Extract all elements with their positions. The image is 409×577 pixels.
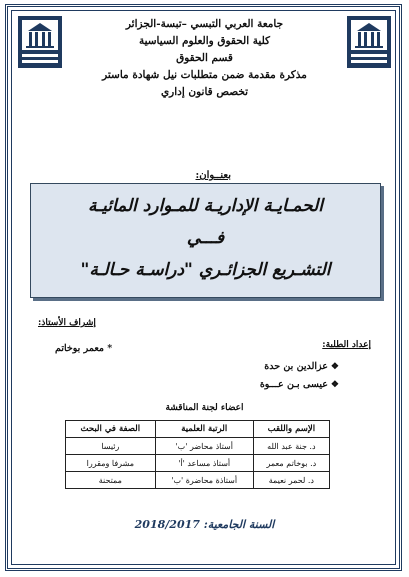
faculty-name: كلية الحقوق والعلوم السياسية bbox=[138, 35, 271, 47]
committee-table bbox=[65, 420, 330, 489]
cell-role: ممتحنة bbox=[66, 472, 156, 489]
header-rank: الرتبة العلمية bbox=[155, 421, 253, 438]
university-name: جامعة العربي التبسي –تبسة-الجزائر bbox=[125, 18, 284, 30]
academic-year: السنة الجامعية: 2018/2017 bbox=[134, 518, 275, 531]
cell-name: د. بوخاتم معمر bbox=[253, 455, 329, 472]
student-1-name: عزالدين بن حدة bbox=[264, 361, 328, 372]
student-1 bbox=[264, 361, 339, 372]
table-row bbox=[66, 455, 330, 472]
cell-role: مشرفا ومقررا bbox=[66, 455, 156, 472]
title-line-1: الحمـايـة الإداريـة للمـوارد المائيـة bbox=[88, 196, 323, 216]
cell-role: رئيسا bbox=[66, 438, 156, 455]
student-2 bbox=[260, 379, 339, 390]
supervisor-label: إشراف الأستاذ: bbox=[38, 318, 96, 328]
cell-rank: أستاذة محاضرة 'ب' bbox=[155, 472, 253, 489]
cell-name: د. لحمر نعيمة bbox=[253, 472, 329, 489]
university-logo-left bbox=[16, 14, 64, 70]
student-2-name: عيسى بـن عـــوة bbox=[259, 379, 328, 390]
diamond-bullet-icon: ❖ bbox=[330, 380, 339, 390]
specialty: تخصص قانون إداري bbox=[160, 86, 249, 98]
diamond-bullet-icon: ❖ bbox=[330, 362, 339, 372]
university-logo-right bbox=[345, 14, 393, 70]
cell-rank: أستاذ محاضر 'ب' bbox=[155, 438, 253, 455]
header-role: الصفة في البحث bbox=[66, 421, 156, 438]
institution-header bbox=[70, 16, 339, 101]
memo-description: مذكرة مقدمة ضمن متطلبات نيل شهادة ماستر bbox=[102, 69, 307, 81]
title-line-2: فـــي bbox=[186, 228, 225, 248]
supervisor-name: * معمر بوخاتم bbox=[55, 343, 113, 354]
title-box bbox=[30, 183, 381, 298]
title-label: بعنــوان: bbox=[195, 170, 231, 181]
cell-name: د. جنة عبد الله bbox=[253, 438, 329, 455]
committee-title: اعضاء لجنة المناقشة bbox=[165, 403, 244, 413]
cell-rank: أستاذ مساعد 'أ' bbox=[155, 455, 253, 472]
table-header-row bbox=[66, 421, 330, 438]
title-line-3: التشـريع الجزائـري "دراسـة حـالـة" bbox=[80, 260, 331, 280]
department-name: قسم الحقوق bbox=[176, 52, 233, 64]
header-name: الإسم واللقب bbox=[253, 421, 329, 438]
table-row bbox=[66, 438, 330, 455]
students-label: إعداد الطلبة: bbox=[322, 340, 371, 350]
table-row bbox=[66, 472, 330, 489]
